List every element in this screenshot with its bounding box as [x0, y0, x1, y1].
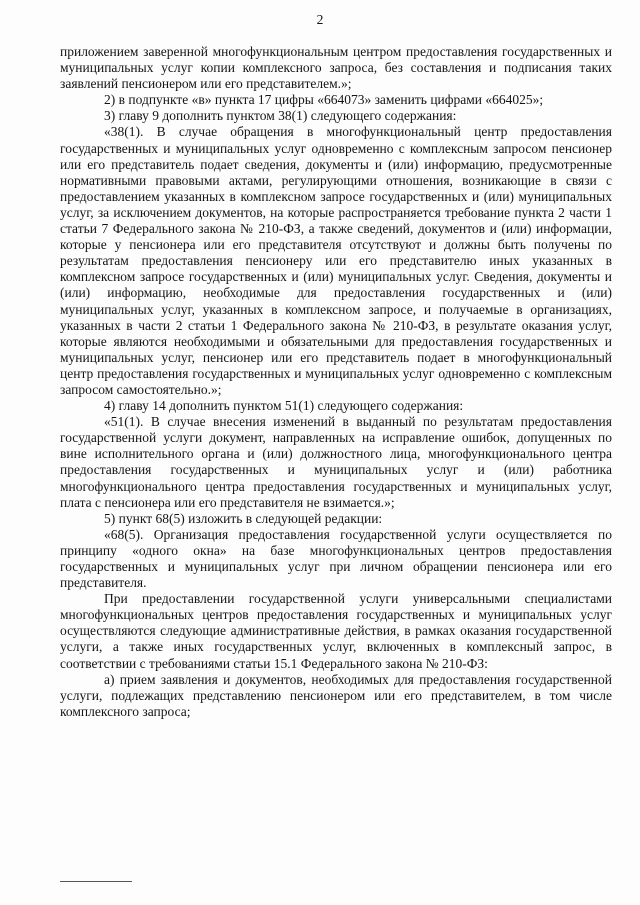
document-body	[60, 44, 612, 720]
paragraph-clause-68-5: «68(5). Организация предоставления государственной услуги осуществляется по принципу «одного окна» на базе многофункциональных центров предоставления государственных и муниципальных услуг при личном обращении пенсионера или его представителя.	[60, 526, 612, 591]
paragraph-clause-51-1: «51(1). В случае внесения изменений в выданный по результатам предоставления государственной услуги документ, направленных на исправление ошибок, допущенных по вине исполнительного органа и (или) должностного лица, многофункционального центра предоставления государственных и муниципальных услуг и (или) работника многофункционального центра предоставления государственных и муниципальных услуг, плата с пенсионера или его представителя не взимается.»;	[60, 414, 612, 510]
footnote-divider	[60, 881, 132, 882]
paragraph-item-2: 2) в подпункте «в» пункта 17 цифры «664073» заменить цифрами «664025»;	[104, 92, 544, 108]
paragraph-admin-actions: При предоставлении государственной услуги универсальными специалистами многофункциональных центров предоставления государственных и муниципальных услуг осуществляются следующие административные действия, в рамках оказания государственной услуги, а также иных государственных услуг, включенных в комплексный запрос, в соответствии с требованиями статьи 15.1 Федерального закона № 210-ФЗ:	[60, 591, 612, 671]
paragraph-subitem-a: а) прием заявления и документов, необходимых для предоставления государственной услуги, подлежащих представлению пенсионером или его представителем, в том числе комплексного запроса;	[60, 671, 612, 719]
paragraph-continuation: приложением заверенной многофункциональным центром предоставления государственных и муниципальных услуг копии комплексного запроса, без составления и подписания таких заявлений пенсионером или его представителем.»;	[60, 44, 612, 92]
paragraph-clause-38-1: «38(1). В случае обращения в многофункциональный центр предоставления государственных и муниципальных услуг одновременно с комплексным запросом пенсионер или его представитель подает сведения, документы и (или) информацию, предусмотренные нормативными правовыми актами, регулирующими отношения, возникающие в связи с предоставлением указанных в комплексном запросе государственных и (или) муниципальных услуг, за исключением документов, на которые распространяется требование пункта 2 части 1 статьи 7 Федерального закона № 210-ФЗ, а также сведений, документов и (или) информации, которые у пенсионера или его представителя отсутствуют и должны быть получены по результатам предоставления пенсионеру или его представителю иных указанных в комплексном запросе государственных и (или) муниципальных услуг. Сведения, документы и (или) информацию, необходимые для предоставления государственных и (или) муниципальных услуг, указанных в комплексном запросе, и получаемые в организациях, указанных в части 2 статьи 1 Федерального закона № 210-ФЗ, в результате оказания услуг, которые являются необходимыми и обязательными для предоставления государственных и муниципальных услуг, пенсионер или его представитель подает в многофункциональный центр предоставления государственных и муниципальных услуг одновременно с комплексным запросом самостоятельно.»;	[60, 124, 612, 397]
paragraph-item-3: 3) главу 9 дополнить пунктом 38(1) следующего содержания:	[104, 108, 457, 124]
paragraph-item-5: 5) пункт 68(5) изложить в следующей редакции:	[104, 510, 383, 526]
paragraph-item-4: 4) главу 14 дополнить пунктом 51(1) следующего содержания:	[104, 398, 464, 414]
page-number: 2	[316, 12, 324, 27]
